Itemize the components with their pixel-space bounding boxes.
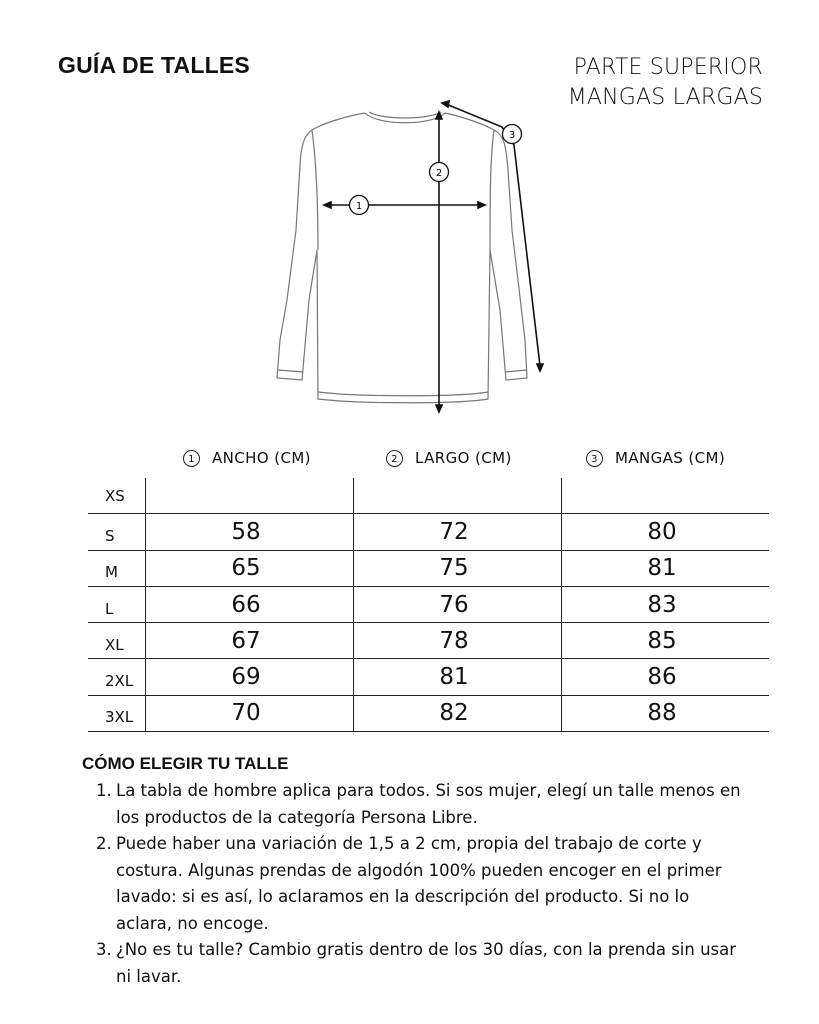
largo-value [353, 478, 561, 514]
list-item-text: Puede haber una variación de 1,5 a 2 cm, propia del trabajo de corte y costura. Algunas prendas de algodón 100% pueden encoger en el primer lavado: si es así, lo aclaramos en la descripción del producto. Si no lo aclara, no encoge. [116, 834, 722, 933]
ancho-value: 70 [145, 695, 353, 731]
column-label-mangas: MANGAS (CM) [615, 449, 726, 467]
column-number-3: 3 [586, 450, 603, 467]
page-title: GUÍA DE TALLES [58, 52, 250, 78]
svg-text:3: 3 [508, 130, 516, 141]
table-row [88, 550, 769, 586]
largo-value: 76 [353, 586, 561, 622]
table-row [88, 478, 769, 514]
size-label: L [88, 586, 145, 622]
size-table [88, 478, 769, 732]
column-header-mangas [586, 446, 725, 470]
mangas-value: 85 [561, 623, 769, 659]
column-header-largo [386, 446, 512, 470]
size-label: S [88, 514, 145, 550]
table-row [88, 659, 769, 695]
size-label: 3XL [88, 695, 145, 731]
column-number-1: 1 [183, 450, 200, 467]
category-line-1: PARTE SUPERIOR [573, 55, 763, 80]
ancho-value: 58 [145, 514, 353, 550]
list-item [96, 937, 746, 990]
marker-3 [503, 125, 522, 144]
svg-text:1: 1 [355, 201, 363, 212]
mangas-value: 80 [561, 514, 769, 550]
marker-1 [350, 196, 369, 215]
ancho-value: 65 [145, 550, 353, 586]
list-item [96, 778, 746, 831]
ancho-value: 69 [145, 659, 353, 695]
largo-value: 72 [353, 514, 561, 550]
size-label: XL [88, 623, 145, 659]
list-item-text: La tabla de hombre aplica para todos. Si sos mujer, elegí un talle menos en los productos de la categoría Persona Libre. [116, 781, 741, 827]
shirt-measurement-diagram [0, 0, 819, 430]
svg-text:2: 2 [435, 168, 443, 179]
mangas-value: 83 [561, 586, 769, 622]
how-to-choose-title: CÓMO ELEGIR TU TALLE [82, 754, 289, 773]
how-to-choose-list [96, 778, 746, 990]
mangas-value: 86 [561, 659, 769, 695]
list-item-number: 1. [96, 781, 112, 800]
largo-value: 81 [353, 659, 561, 695]
table-row [88, 586, 769, 622]
marker-2 [430, 163, 449, 182]
category-line-2: MANGAS LARGAS [567, 85, 763, 110]
list-item-number: 3. [96, 940, 112, 959]
column-label-ancho: ANCHO (CM) [212, 449, 311, 467]
largo-value: 75 [353, 550, 561, 586]
ancho-value: 67 [145, 623, 353, 659]
ancho-value [145, 478, 353, 514]
column-header-ancho [183, 446, 311, 470]
mangas-value: 81 [561, 550, 769, 586]
table-row [88, 623, 769, 659]
largo-value: 82 [353, 695, 561, 731]
measurement-lines [324, 101, 543, 412]
column-label-largo: LARGO (CM) [415, 449, 512, 467]
list-item-text: ¿No es tu talle? Cambio gratis dentro de los 30 días, con la prenda sin usar ni lavar. [116, 940, 737, 986]
mangas-value: 88 [561, 695, 769, 731]
table-row [88, 514, 769, 550]
list-item-number: 2. [96, 834, 112, 853]
size-label: 2XL [88, 659, 145, 695]
column-number-2: 2 [386, 450, 403, 467]
mangas-value [561, 478, 769, 514]
long-sleeve-shirt-outline [277, 112, 527, 403]
table-row [88, 695, 769, 731]
ancho-value: 66 [145, 586, 353, 622]
size-label: M [88, 550, 145, 586]
list-item [96, 831, 746, 937]
size-label: XS [88, 478, 145, 514]
largo-value: 78 [353, 623, 561, 659]
